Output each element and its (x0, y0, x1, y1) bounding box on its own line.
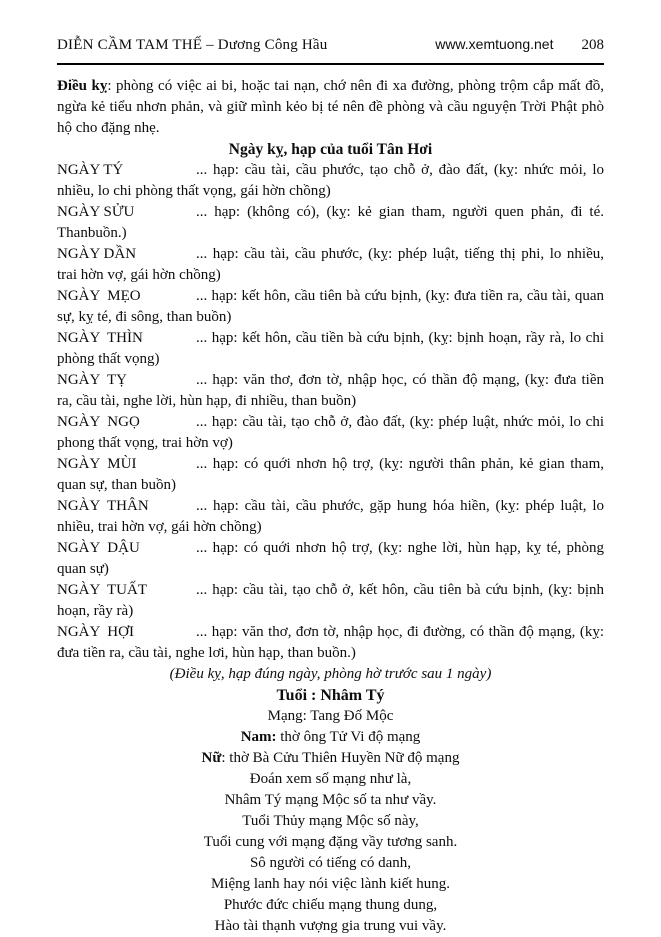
day-label: NGÀY HỢI (57, 624, 134, 640)
poem-line: Đoán xem số mạng như là, (249, 771, 412, 787)
day-row-ty (57, 160, 604, 202)
poem-line: Sô người có tiếng có danh, (249, 855, 412, 871)
day-label: NGÀY MÙI (57, 456, 137, 472)
day-text: ... hạp: cầu tài, tạo chỗ ở, đào đất, (kỵ: phép luật, nhức mỏi, lo chi phong thất vọng, trai hờn vợ) (57, 414, 604, 451)
book-title: DIỄN CẦM TAM THẾ – Dương Công Hầu (57, 37, 328, 53)
day-label: NGÀY SỬU (57, 204, 135, 220)
day-row-dan (57, 244, 604, 286)
day-label: NGÀY THÌN (57, 330, 143, 346)
day-row-tysnake (57, 370, 604, 412)
fortune-mang-line: Mạng: Tang Đố Mộc (267, 708, 394, 724)
page-content (57, 76, 604, 937)
poem-line: Hào tài thạnh vượng gia trung vui vầy. (214, 918, 447, 934)
day-label: NGÀY NGỌ (57, 414, 140, 430)
poem-line: Phước đức chiếu mạng thung dung, (223, 897, 438, 913)
section-note: (Điều kỵ, hạp đúng ngày, phòng hờ trước sau 1 ngày) (169, 666, 492, 682)
fortune-nu-line (57, 748, 604, 769)
day-label: NGÀY TUẤT (57, 582, 147, 598)
day-row-dau (57, 538, 604, 580)
day-text: ... hạp: kết hôn, cầu tiên bà cứu bịnh, (kỵ: đưa tiền ra, cầu tài, quan sự, kỵ té, đi sông, than buồn) (57, 288, 604, 325)
section-heading: Ngày kỵ, hạp của tuổi Tân Hơi (228, 141, 433, 158)
day-label: NGÀY DẬU (57, 540, 140, 556)
day-row-meo (57, 286, 604, 328)
day-text: ... hạp: kết hôn, cầu tiền bà cứu bịnh, (kỵ: bịnh hoạn, rầy rà, lo chi phòng thất vọng) (57, 330, 604, 367)
day-text: ... hạp: có quới nhơn hộ trợ, (kỵ: người thân phản, kẻ gian tham, quan sự, than buồn) (57, 456, 604, 493)
fortune-title: Tuổi : Nhâm Tý (276, 687, 385, 704)
day-row-ngo (57, 412, 604, 454)
day-label: NGÀY DẦN (57, 246, 137, 262)
day-row-tuat (57, 580, 604, 622)
fortune-nam-line (57, 727, 604, 748)
day-row-thin (57, 328, 604, 370)
day-text: ... hạp: văn thơ, đơn tờ, nhập học, đi đường, có thần độ mạng, (kỵ: đưa tiền ra, cầu tài, nghe lơi, hùn hạp, than buồn.) (57, 624, 604, 661)
website-url: www.xemtuong.net (435, 36, 554, 52)
day-label: NGÀY TỴ (57, 372, 127, 388)
day-label: NGÀY MẸO (57, 288, 141, 304)
day-row-suu (57, 202, 604, 244)
day-text: ... hạp: cầu tài, tạo chỗ ở, kết hôn, cầu tiên bà cứu bịnh, (kỵ: bịnh hoạn, rầy rà) (57, 582, 604, 619)
day-text: ... hạp: (không có), (kỵ: kẻ gian tham, người quen phản, đi té. Thanbuồn.) (57, 204, 604, 241)
intro-paragraph (57, 76, 604, 139)
poem-line: Tuổi cung với mạng đặng vầy tương sanh. (203, 834, 458, 850)
day-text: ... hạp: cầu tài, cầu phước, tạo chỗ ở, đào đất, (kỵ: nhức mỏi, lo nhiều, lo chi phòng thất vọng, gái hờn chồng) (57, 162, 604, 199)
day-text: ... hạp: cầu tài, cầu phước, gặp hung hóa hiền, (kỵ: phép luật, lo nhiều, trai hờn vợ, gái hờn chồng) (57, 498, 604, 535)
day-label: NGÀY THÂN (57, 498, 149, 514)
nu-label: Nữ (201, 750, 222, 766)
day-text: ... hạp: văn thơ, đơn tờ, nhập học, có thần độ mạng, (kỵ: đưa tiền ra, cầu tài, nghe lời, hùn hạp, đi nhiều, than buồn) (57, 372, 604, 409)
day-text: ... hạp: cầu tài, cầu phước, (kỵ: phép luật, tiếng thị phi, lo nhiều, trai hờn vợ, gái hờn chồng) (57, 246, 604, 283)
poem-line: Miệng lanh hay nói việc lành kiết hung. (210, 876, 451, 892)
page-header (57, 36, 604, 65)
day-text: ... hạp: có quới nhơn hộ trợ, (kỵ: nghe lời, hùn hạp, kỵ té, phòng quan sự) (57, 540, 604, 577)
poem-line: Nhâm Tý mạng Mộc số ta như vầy. (224, 792, 437, 808)
page-number: 208 (581, 37, 604, 53)
day-row-than (57, 496, 604, 538)
nu-text: : thờ Bà Cửu Thiên Huyền Nữ độ mạng (221, 750, 460, 766)
day-label: NGÀY TÝ (57, 162, 124, 178)
intro-lead: Điều kỵ (57, 78, 108, 94)
nam-label: Nam: (240, 729, 277, 745)
nam-text: thờ ông Tử Vi độ mạng (276, 729, 421, 745)
intro-text: : phòng có việc ai bi, hoặc tai nạn, chớ nên đi xa đường, phòng trộm cắp mất đồ, ngừa kẻ tiểu nhơn phản, và giữ mình kẻo bị té nên đề phòng và cầu nguyện Trời Phật phò hộ cho đặng nhẹ. (57, 78, 605, 136)
day-row-hoi (57, 622, 604, 664)
poem-line: Tuổi Thủy mạng Mộc số này, (242, 813, 419, 829)
day-row-mui (57, 454, 604, 496)
